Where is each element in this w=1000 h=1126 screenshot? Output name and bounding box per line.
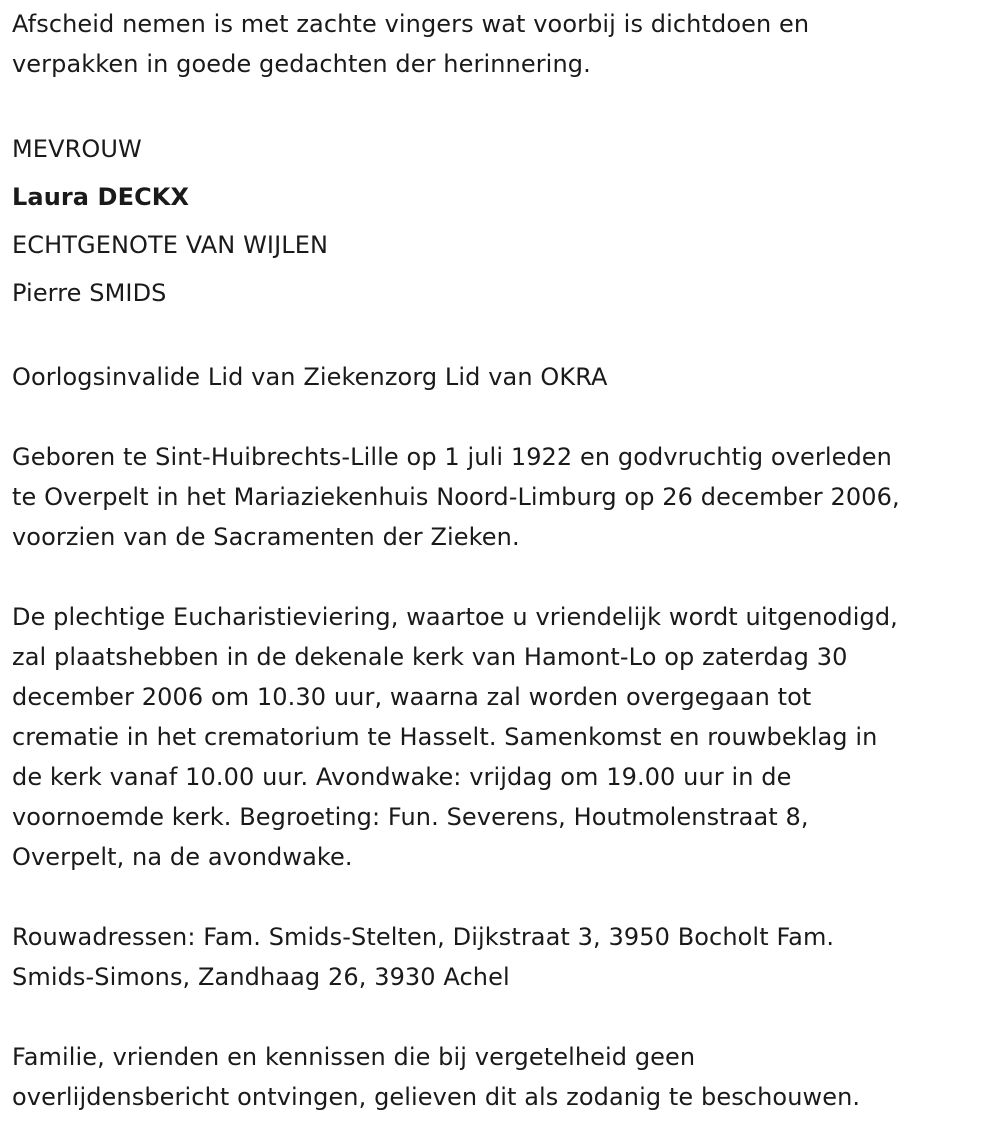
relation-text: ECHTGENOTE VAN WIJLEN	[12, 231, 329, 259]
deceased-name: Laura DECKX	[12, 183, 190, 211]
ceremony-line: De plechtige Eucharistieviering, waartoe u vriendelijk wordt uitgenodigd,	[12, 603, 898, 631]
title-prefix: MEVROUW	[12, 135, 142, 163]
closing-block	[12, 1037, 988, 1117]
spacer	[12, 877, 988, 917]
quote-line: verpakken in goede gedachten der herinnering.	[12, 50, 591, 78]
opening-quote	[12, 4, 988, 84]
address-line: Smids-Simons, Zandhaag 26, 3930 Achel	[12, 963, 510, 991]
spacer	[12, 397, 988, 437]
ceremony-line: zal plaatshebben in de dekenale kerk van Hamont-Lo op zaterdag 30	[12, 643, 848, 671]
ceremony-line: crematie in het crematorium te Hasselt. Samenkomst en rouwbeklag in	[12, 723, 878, 751]
ceremony-line: Overpelt, na de avondwake.	[12, 843, 353, 871]
spacer	[12, 557, 988, 597]
spacer	[12, 317, 988, 357]
closing-line: overlijdensbericht ontvingen, gelieven dit als zodanig te beschouwen.	[12, 1083, 861, 1111]
spacer	[12, 997, 988, 1037]
birth-death-block	[12, 437, 988, 557]
memberships-block	[12, 357, 988, 397]
spacer	[12, 84, 988, 124]
ceremony-block	[12, 597, 988, 877]
address-line: Rouwadressen: Fam. Smids-Stelten, Dijkstraat 3, 3950 Bocholt Fam.	[12, 923, 835, 951]
closing-line: Familie, vrienden en kennissen die bij vergetelheid geen	[12, 1043, 696, 1071]
ceremony-line: december 2006 om 10.30 uur, waarna zal worden overgegaan tot	[12, 683, 812, 711]
addresses-block	[12, 917, 988, 997]
birth-death-line: voorzien van de Sacramenten der Zieken.	[12, 523, 520, 551]
birth-death-line: Geboren te Sint-Huibrechts-Lille op 1 juli 1922 en godvruchtig overleden	[12, 443, 892, 471]
memberships-text: Oorlogsinvalide Lid van Ziekenzorg Lid van OKRA	[12, 363, 608, 391]
spouse-name: Pierre SMIDS	[12, 279, 167, 307]
deceased-block	[12, 125, 988, 317]
quote-line: Afscheid nemen is met zachte vingers wat voorbij is dichtdoen en	[12, 10, 810, 38]
birth-death-line: te Overpelt in het Mariaziekenhuis Noord-Limburg op 26 december 2006,	[12, 483, 900, 511]
ceremony-line: de kerk vanaf 10.00 uur. Avondwake: vrijdag om 19.00 uur in de	[12, 763, 792, 791]
ceremony-line: voornoemde kerk. Begroeting: Fun. Severens, Houtmolenstraat 8,	[12, 803, 809, 831]
